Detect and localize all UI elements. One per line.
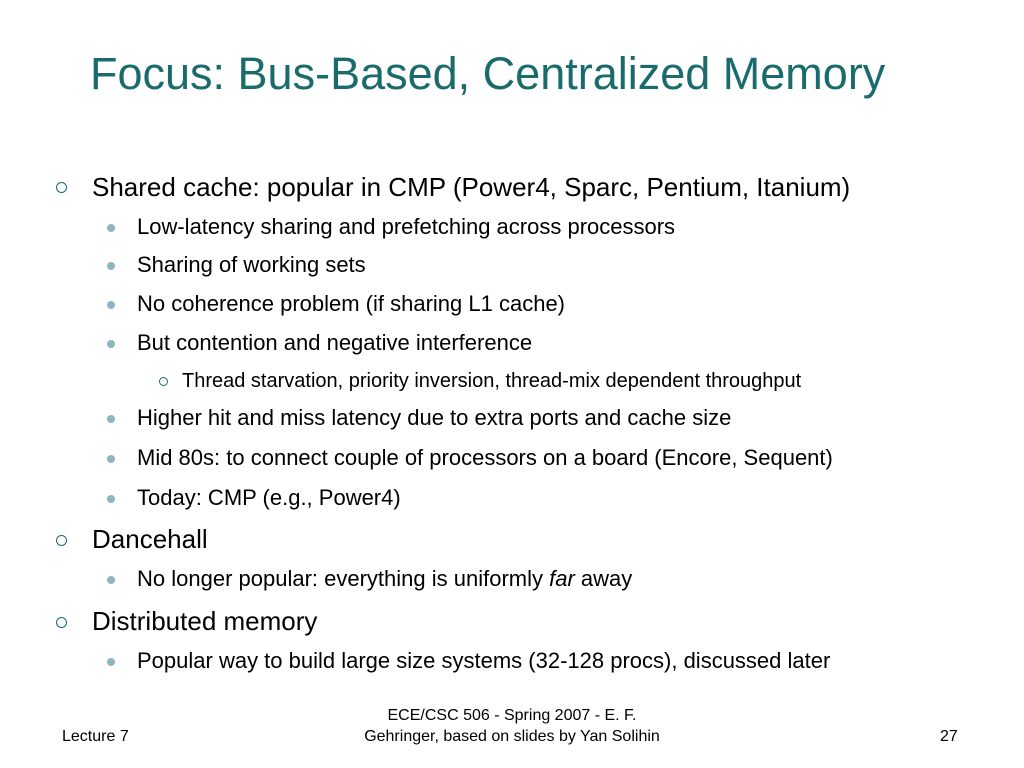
hollow-circle-bullet-icon xyxy=(159,377,168,386)
dot-bullet-icon xyxy=(107,224,115,232)
bullet-shared-cache: Shared cache: popular in CMP (Power4, Sparc, Pentium, Itanium) xyxy=(92,172,851,202)
dot-bullet-icon xyxy=(107,495,115,503)
dot-bullet-icon xyxy=(107,658,115,666)
emphasis-far: far xyxy=(549,566,575,591)
bullet-distributed-memory: Distributed memory xyxy=(92,606,318,636)
bullet-mid-80s: Mid 80s: to connect couple of processors on a board (Encore, Sequent) xyxy=(137,445,833,470)
bullet-low-latency: Low-latency sharing and prefetching across processors xyxy=(137,214,676,239)
bullet-popular-way: Popular way to build large size systems (32-128 procs), discussed later xyxy=(137,648,831,673)
footer-course-line1: ECE/CSC 506 - Spring 2007 - E. F. xyxy=(387,707,637,724)
footer-course-line2: Gehringer, based on slides by Yan Solihin xyxy=(364,728,660,745)
bullet-contention: But contention and negative interference xyxy=(137,330,533,355)
slide-title: Focus: Bus-Based, Centralized Memory xyxy=(90,48,886,99)
hollow-circle-bullet-icon xyxy=(56,617,67,628)
bullet-higher-latency: Higher hit and miss latency due to extra ports and cache size xyxy=(137,405,732,430)
bullet-no-longer-popular-text: No longer popular: everything is uniformly xyxy=(137,566,550,591)
dot-bullet-icon xyxy=(107,455,115,463)
dot-bullet-icon xyxy=(107,301,115,309)
bullet-thread-starvation: Thread starvation, priority inversion, thread-mix dependent throughput xyxy=(182,370,802,392)
page-number: 27 xyxy=(940,728,958,745)
hollow-circle-bullet-icon xyxy=(56,535,67,546)
bullet-no-coherence: No coherence problem (if sharing L1 cache) xyxy=(137,291,566,316)
bullet-no-longer-popular xyxy=(137,566,632,592)
bullet-no-longer-popular-end: away xyxy=(574,566,633,591)
hollow-circle-bullet-icon xyxy=(56,182,67,193)
footer-course xyxy=(312,705,712,747)
dot-bullet-icon xyxy=(107,576,115,584)
footer-lecture: Lecture 7 xyxy=(62,728,129,745)
dot-bullet-icon xyxy=(107,262,115,270)
dot-bullet-icon xyxy=(107,415,115,423)
bullet-today-cmp: Today: CMP (e.g., Power4) xyxy=(137,485,401,510)
bullet-dancehall: Dancehall xyxy=(92,524,208,554)
dot-bullet-icon xyxy=(107,340,115,348)
bullet-working-sets: Sharing of working sets xyxy=(137,252,366,277)
